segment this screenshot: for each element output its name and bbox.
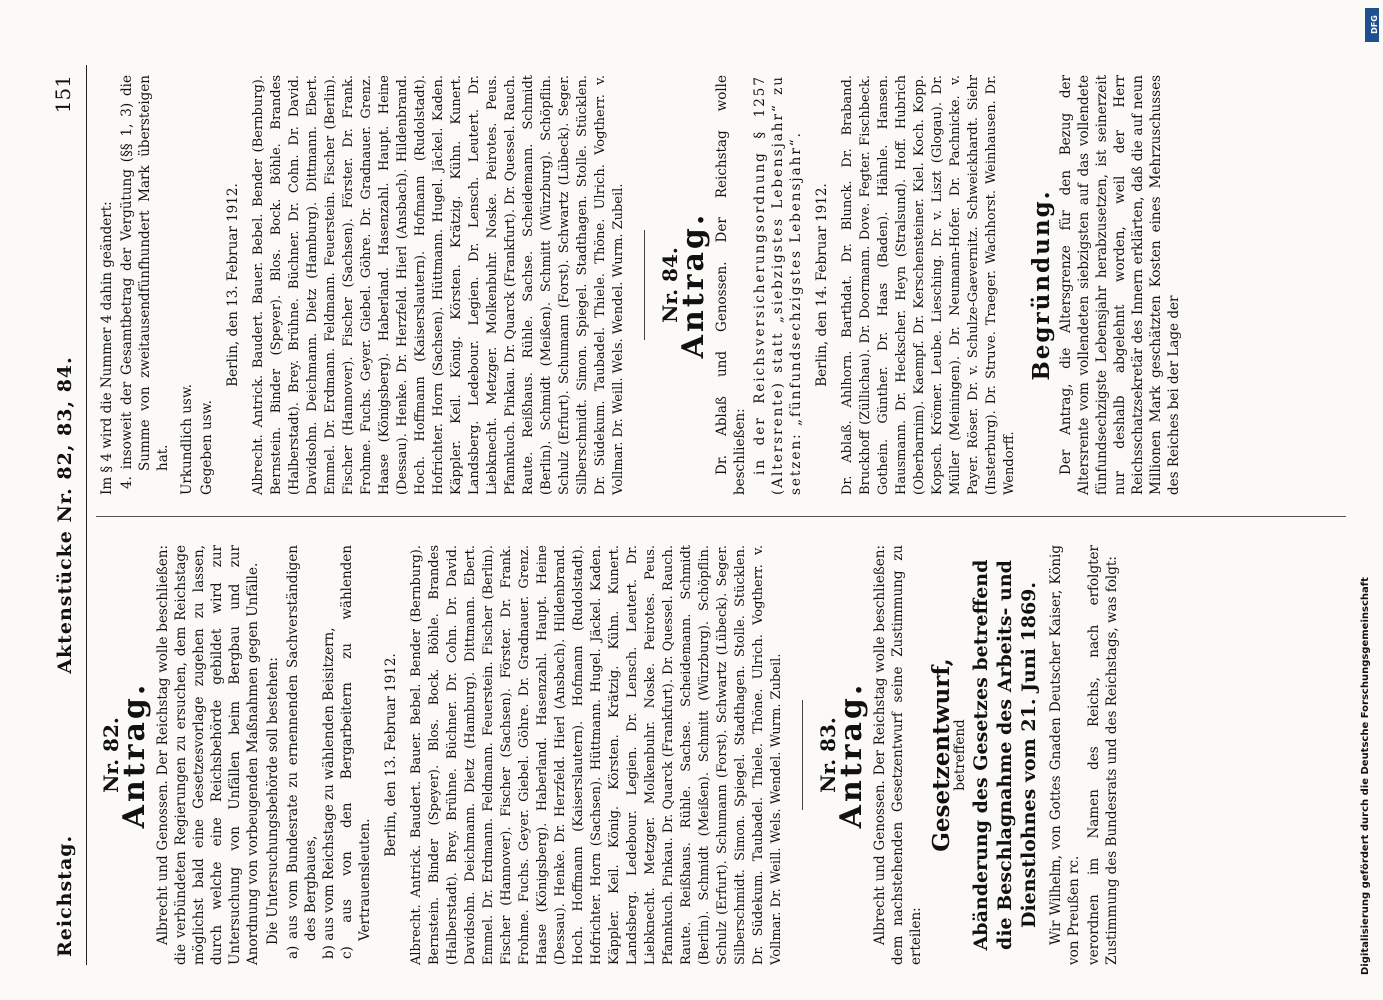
digitization-credit: Digitalisierung gefördert durch die Deutsche Forschungsgemeinschaft: [1360, 577, 1371, 975]
nr84-label: Nr. 84.: [658, 247, 682, 323]
nr84-title: Antrag.: [676, 211, 711, 359]
divider: [644, 230, 645, 340]
gegeben: Gegeben usw.: [199, 400, 215, 495]
nr83-label: Nr. 83.: [816, 717, 840, 793]
gesetz-title: Gesetzentwurf,: [928, 658, 955, 852]
nr82-item-b: b) aus vom Reichstage zu wählenden Beisitzern,: [321, 627, 337, 959]
date-2: Berlin, den 14. Februar 1912.: [814, 183, 830, 387]
nr82-title: Antrag.: [117, 681, 152, 829]
article-item: 4. insoweit der Gesamtbetrag der Vergütung (§§ 1, 3) die Summe von zweitausendfünfhundert Mark übersteigen hat.: [119, 75, 171, 489]
nr82-label: Nr. 82.: [99, 717, 123, 793]
gesetz-heading: Abänderung des Gesetzes betreffend die Beschlagnahme des Arbeits- und Dienstlohnes vom 21. Juni 1869.: [970, 559, 1040, 951]
verordnen-line: verordnen im Namen des Reichs, nach erfolgter Zustimmung des Bundesrats und des Reichstags, was folgt:: [1086, 545, 1120, 965]
signatories-2: Dr. Ablaß. Ahlhorn. Barthdat. Dr. Blunck. Dr. Braband. Bruckhoff (Züllichau). Dr. Doormann. Dove. Fegter. Fischbeck. Gothein. Günther. Dr. Haas (Baden). Hähnle. Hansen. Hausmann. Dr. Heckscher. Heyn (Stralsund). Hoff. Hubrich (Oberbarnim). Kaempf. Dr. Kerschensteiner. Kiel. Koch. Kopp. Kopsch. Krömer. Leube. Liesching. Dr. v. Liszt (Glogau). Dr. Müller (Meiningen). Dr. Neumann-Hofer. Dr. Pachnicke. v. Payer. Röser. Dr. v. Schulze-Gaevernitz. Schweickhardt. Siehr (Insterburg). Dr. Struve. Traeger. Wachhorst. Weinhausen. Dr. Wendorff.: [840, 75, 1017, 495]
dfg-logo: [1365, 8, 1379, 42]
nr82-signatories: Albrecht. Antrick. Baudert. Bauer. Bebel. Bender (Bernburg). Bernstein. Binder (Speyer). Blos. Bock. Böhle. Brandes (Halberstadt). Brey. Brühne. Büchner. Dr. Cohn. Dr. David. Davidsohn. Deichmann. Dietz (Hamburg). Dittmann. Ebert. Emmel. Dr. Erdmann. Feldmann. Feuerstein. Fischer (Berlin). Fischer (Hannover). Fischer (Sachsen). Förster. Dr. Frank. Frohme. Fuchs. Geyer. Giebel. Göhre. Dr. Gradnauer. Grenz. Haase (Königsberg). Haberland. Hasenzahl. Haupt. Heine (Dessau). Henke. Dr. Herzfeld. Hierl (Ansbach). Hildenbrand. Hoch. Hoffmann (Kaiserslautern). Hofmann (Rudolstadt). Hofrichter. Horn (Sachsen). Hüttmann. Hugel. Jäckel. Kaden. Käppler. Keil. König. Körsten. Krätzig. Kühn. Kunert. Landsberg. Ledebour. Legien. Dr. Lensch. Leutert. Dr. Liebknecht. Metzger. Molkenbuhr. Noske. Peirotes. Peus. Pfannkuch. Pinkau. Dr. Quarck (Frankfurt). Dr. Quessel. Rauch. Raute. Reißhaus. Rühle. Sachse. Scheidemann. Schmidt (Berlin). Schmidt (Meißen). Schmitt (Würzburg). Schöpflin. Schulz (Erfurt). Schumann (Forst). Schwartz (Lübeck). Seger. Silberschmidt. Simon. Spiegel. Stadthagen. Stolle. Stücklen. Dr. Südekum. Taubadel. Thiele. Thöne. Ulrich. Vogtherr. v. Vollmar. Dr. Weill. Wels. Wendel. Wurm. Zubeil.: [409, 545, 784, 965]
nr83-title: Antrag.: [834, 681, 869, 829]
divider: [802, 700, 803, 810]
nr84-text: in der Reichsversicherungsordnung § 1257 (Altersrente) statt „siebzigstes Lebensjahr“ zu setzen: „fünfundsechzigstes Lebensjahr“.: [752, 75, 804, 495]
begruendung-text: Der Antrag, die Altersgrenze für den Bezug der Altersrente vom vollendeten siebzigsten auf das vollendete fünfundsechzigste Lebensjahr herabzusetzen, ist seinerzeit nur deshalb abgelehnt worden, weil der Herr Reichsschatzsekretär des Innern erklärten, daß die auf neun Millionen Mark geschätzten Kosten eines Mehrzuschusses des Reiches bei der Lage der: [1058, 75, 1182, 495]
article-lead: Im § 4 wird die Nummer 4 dahin geändert:: [99, 201, 115, 495]
nr82-item-c: c) aus von den Bergarbeitern zu wählenden Vertrauensleuten.: [339, 545, 373, 959]
column-rule: [96, 516, 1346, 517]
page-number: 151: [51, 75, 75, 114]
wir-line: Wir Wilhelm, von Gottes Gnaden Deutscher Kaiser, König von Preußen rc.: [1048, 545, 1082, 965]
nr82-sub: Die Untersuchungsbehörde soll bestehen:: [265, 657, 281, 945]
urkundlich: Urkundlich usw.: [179, 383, 195, 495]
signatories-1: Albrecht. Antrick. Baudert. Bauer. Bebel. Bender (Bernburg). Bernstein. Binder (Speyer). Blos. Bock. Böhle. Brandes (Halberstadt). Brey. Brühne. Büchner. Dr. Cohn. Dr. David. Davidsohn. Deichmann. Dietz (Hamburg). Dittmann. Ebert. Emmel. Dr. Erdmann. Feldmann. Feuerstein. Fischer (Berlin). Fischer (Hannover). Fischer (Sachsen). Förster. Dr. Frank. Frohme. Fuchs. Geyer. Giebel. Göhre. Dr. Gradnauer. Grenz. Haase (Königsberg). Haberland. Hasenzahl. Haupt. Heine (Dessau). Henke. Dr. Herzfeld. Hierl (Ansbach). Hildenbrand. Hoch. Hoffmann (Kaiserslautern). Hofmann (Rudolstadt). Hofrichter. Horn (Sachsen). Hüttmann. Hugel. Jäckel. Kaden. Käppler. Keil. König. Körsten. Krätzig. Kühn. Kunert. Landsberg. Ledebour. Legien. Dr. Lensch. Leutert. Dr. Liebknecht. Metzger. Molkenbuhr. Noske. Peirotes. Peus. Pfannkuch. Pinkau. Dr. Quarck (Frankfurt). Dr. Quessel. Rauch. Raute. Reißhaus. Rühle. Sachse. Scheidemann. Schmidt (Berlin). Schmidt (Meißen). Schmitt (Würzburg). Schöpflin. Schulz (Erfurt). Schumann (Forst). Schwartz (Lübeck). Seger. Silberschmidt. Simon. Spiegel. Stadthagen. Stolle. Stücklen. Dr. Südekum. Taubadel. Thiele. Thöne. Ulrich. Vogtherr. v. Vollmar. Dr. Weill. Wels. Wendel. Wurm. Zubeil.: [251, 75, 626, 495]
begruendung-title: Begründung.: [1028, 189, 1055, 381]
nr82-date: Berlin, den 13. Februar 1912.: [383, 653, 399, 857]
date-1: Berlin, den 13. Februar 1912.: [225, 183, 241, 387]
nr83-intro: Albrecht und Genossen. Der Reichstag wolle beschließen: dem nachstehenden Gesetzentwurf seine Zustimmung zu erteilen:: [872, 545, 924, 965]
page-header: [50, 65, 87, 965]
right-column: [96, 75, 1185, 495]
left-column: [96, 545, 1123, 965]
dfg-logo-text: DFG: [1369, 15, 1379, 34]
nr84-intro: Dr. Ablaß und Genossen. Der Reichstag wolle beschließen:: [714, 75, 748, 495]
header-left: Reichstag.: [54, 834, 76, 957]
nr82-item-a: a) aus vom Bundesrate zu ernennenden Sachverständigen des Bergbaues,: [285, 545, 319, 959]
gesetz-sub: betreffend: [952, 719, 968, 791]
rotated-document: [50, 65, 1350, 965]
nr82-intro: Albrecht und Genossen. Der Reichstag wolle beschließen: die verbündeten Regierungen zu ersuchen, dem Reichstage möglichst bald eine Gesetzesvorlage zugehen zu lassen, durch welche eine Reichsbehörde gebildet wird zur Untersuchung von Unfällen beim Bergbau und zur Anordnung von vorbeugenden Maßnahmen gegen Unfälle.: [155, 545, 261, 965]
header-title: Aktenstücke Nr. 82, 83, 84.: [54, 356, 76, 674]
